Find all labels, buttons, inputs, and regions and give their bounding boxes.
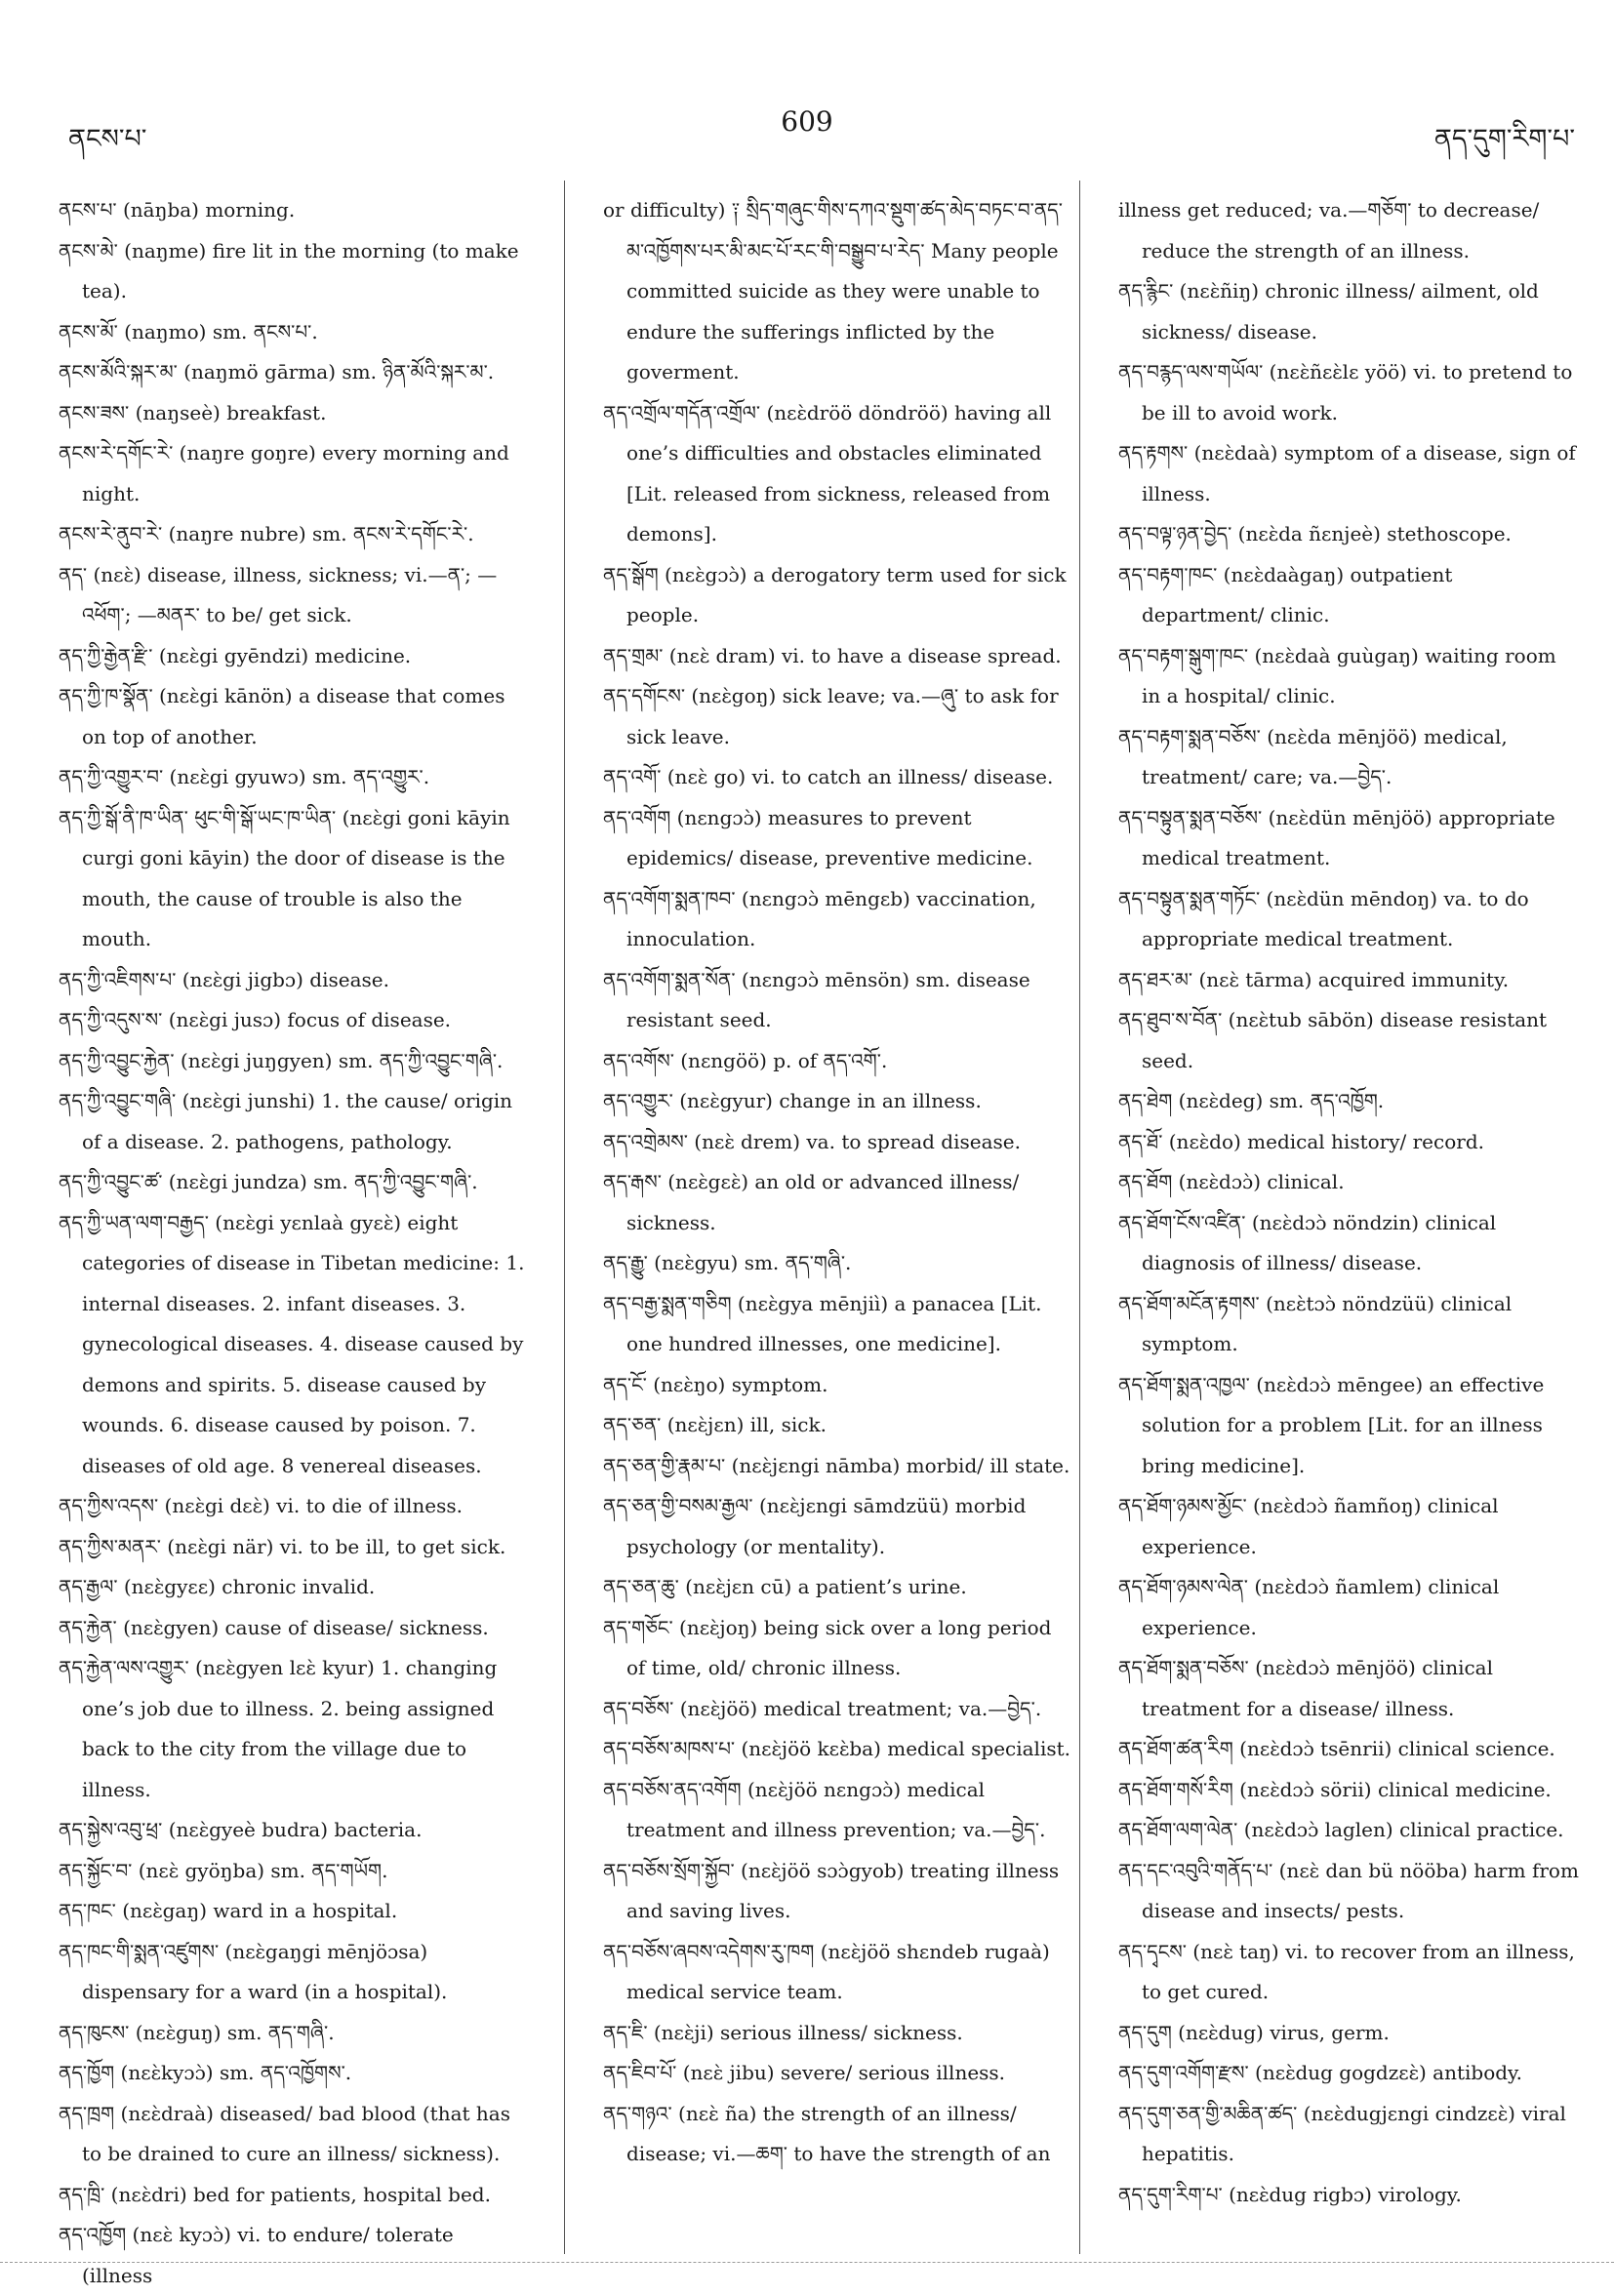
dictionary-entry: ནད་དུག་རིག་པ་ (nɛɛ̀dug rigbɔ) virology.: [1118, 2182, 1462, 2206]
running-head-left: ནངས་པ་: [68, 124, 147, 154]
dictionary-entry: ནད་ཐོག་གསོ་རིག (nɛɛ̀dɔɔ̀ sörii) clinical medicine.: [1118, 1777, 1552, 1801]
dictionary-entry: ནད་བཅོས་ནད་འགོག (nɛɛ̀jöö nɛngɔɔ̀) medical treatment and illness prevention; va.—བྱེད་.: [603, 1777, 1046, 1841]
dictionary-entry: ནད་དུག་ཅན་གྱི་མཆིན་ཚད་ (nɛɛ̀dugjɛngi cindzɛɛ̀) viral hepatitis.: [1118, 2101, 1566, 2165]
dictionary-entry: ནད་ཐར་མ་ (nɛɛ̀ tārma) acquired immunity.: [1118, 967, 1510, 991]
dictionary-entry: ནད་དགོངས་ (nɛɛ̀goŋ) sick leave; va.—ཞུ་ to ask for sick leave.: [603, 684, 1059, 748]
dictionary-entry: ནད་བལྟ་ཉན་བྱེད་ (nɛɛ̀da ñɛnjeè) stethoscope.: [1118, 522, 1512, 545]
dictionary-entry: ནད་འགྲོལ་གདོན་འགྲོལ་ (nɛɛ̀dröö döndröö) having all one’s difficulties and obstacles eliminated [Lit. released from sickness, released from demons].: [603, 400, 1052, 545]
dictionary-entry: ནད་ཐོག་ཉམས་མྱོང་ (nɛɛ̀dɔɔ̀ ñamñoŋ) clinical experience.: [1118, 1494, 1499, 1558]
dictionary-entry: ནད་དྭངས་ (nɛɛ̀ taŋ) vi. to recover from an illness, to get cured.: [1118, 1939, 1575, 2003]
dictionary-entry: ནད་ཐོག་ལག་ལེན་ (nɛɛ̀dɔɔ̀ laglen) clinical practice.: [1118, 1818, 1564, 1841]
dictionary-entry: ནད་དང་འབུའི་གནོད་པ་ (nɛɛ̀ dan bü nööba) harm from disease and insects/ pests.: [1118, 1858, 1579, 1922]
dictionary-entry: ནངས་མོའི་སྐར་མ་ (naŋmö gārma) sm. ཉིན་མོའི་སྐར་མ་.: [59, 360, 495, 383]
dictionary-entry: ནད་ཐོ་ (nɛɛ̀do) medical history/ record.: [1118, 1129, 1484, 1153]
running-head-right: ནད་དུག་རིག་པ་: [1433, 124, 1575, 154]
dictionary-entry: ནད་ཐུབ་ས་བོན་ (nɛɛ̀tub sābön) disease resistant seed.: [1118, 1008, 1548, 1072]
column-3: [1118, 190, 1581, 2215]
dictionary-entry: ནད་ཁང་ (nɛɛ̀gaŋ) ward in a hospital.: [59, 1899, 398, 1922]
dictionary-entry: ནད་བརྟག་སྒུག་ཁང་ (nɛɛ̀daà guùgaŋ) waiting room in a hospital/ clinic.: [1118, 643, 1556, 707]
dictionary-entry: ནད་ཀྱི་འདུས་ས་ (nɛɛ̀gi jusɔ) focus of disease.: [59, 1008, 452, 1031]
dictionary-entry: ནངས་མེ་ (naŋme) fire lit in the morning (to make tea).: [59, 238, 519, 302]
dictionary-entry: ནད་བཅོས་སྲོག་སྐྱོབ་ (nɛɛ̀jöö sɔɔ̀gyob) treating illness and saving lives.: [603, 1858, 1060, 1922]
dictionary-entry: ནད་ཇི་ (nɛɛ̀ji) serious illness/ sickness.: [603, 2020, 963, 2044]
dictionary-entry: ནད་ཐོག་སྨན་བཅོས་ (nɛɛ̀dɔɔ̀ mēnjöö) clinical treatment for a disease/ illness.: [1118, 1656, 1494, 1720]
dictionary-entry: ནངས་ཟས་ (naŋseè) breakfast.: [59, 400, 327, 424]
dictionary-entry: ནད་ཁྲག (nɛɛ̀draà) diseased/ bad blood (that has to be drained to cure an illness/ sickness).: [59, 2101, 510, 2165]
dictionary-entry: ནད་ཐེག (nɛɛ̀deg) sm. ནད་འཁྱོག.: [1118, 1089, 1385, 1112]
dictionary-entry: ནད་བརྙད་ལས་གཡོལ་ (nɛɛ̀ñɛɛ̀lɛ yöö) vi. to pretend to be ill to avoid work.: [1118, 360, 1573, 424]
dictionary-entry: ནངས་རེ་དགོང་རེ་ (naŋre goŋre) every morning and night.: [59, 441, 509, 505]
dictionary-entry: ནད་འགོག (nɛngɔɔ̀) measures to prevent epidemics/ disease, preventive medicine.: [603, 805, 1033, 869]
dictionary-entry: ནད་རྙིང་ (nɛɛ̀ñiŋ) chronic illness/ ailment, old sickness/ disease.: [1118, 279, 1539, 343]
dictionary-entry: ནད་ཁྱོག (nɛɛ̀kyɔɔ̀) sm. ནད་འཁྱོགས་.: [59, 2061, 352, 2084]
dictionary-entry: ནད་ཁྲི་ (nɛɛ̀dri) bed for patients, hospital bed.: [59, 2182, 491, 2206]
dictionary-entry: ནད་དུག (nɛɛ̀dug) virus, germ.: [1118, 2020, 1390, 2044]
dictionary-entry: ནད་བསྟུན་སྨན་བཅོས་ (nɛɛ̀dün mēnjöö) appropriate medical treatment.: [1118, 805, 1555, 869]
dictionary-entry: ནད་ཀྱིས་འདས་ (nɛɛ̀gi dɛɛ̀) vi. to die of illness.: [59, 1494, 464, 1517]
dictionary-entry: ནད་འགོག་སྨན་ཁབ་ (nɛngɔɔ̀ mēngɛb) vaccination, innoculation.: [603, 886, 1036, 950]
dictionary-entry: ནད་རྐྱེན་ལས་འགྱུར་ (nɛɛ̀gyen lɛɛ̀ kyur) 1. changing one’s job due to illness. 2. being assigned back to the city from the village due to illness.: [59, 1656, 498, 1801]
dictionary-entry: ནངས་མོ་ (naŋmo) sm. ནངས་པ་.: [59, 319, 318, 343]
dictionary-entry: ནད་འགོག་སྨན་སོན་ (nɛngɔɔ̀ mēnsön) sm. disease resistant seed.: [603, 967, 1030, 1031]
dictionary-entry: ནད་གཉའ་ (nɛɛ̀ ña) the strength of an illness/ disease; vi.—ཆག་ to have the strength of an: [603, 2101, 1051, 2165]
dictionary-entry: ནད་ཅན་གྱི་རྣམ་པ་ (nɛɛ̀jɛngi nāmba) morbid/ ill state.: [603, 1453, 1070, 1477]
dictionary-entry: or difficulty) ༑ སྲིད་གཞུང་གིས་དཀའ་སྡུག་ཚད་མེད་བཏང་བ་ནད་མ་འཁྱོགས་པར་མི་མང་པོ་རང་གི་བསྒྱུབ་པ་རེད་ Many people committed suicide as they were unable to endure the sufferings inflicted by the goverment.: [603, 198, 1063, 383]
dictionary-entry: ནད་བརྟག་ཁང་ (nɛɛ̀daàgaŋ) outpatient department/ clinic.: [1118, 562, 1453, 626]
dictionary-entry: ནད་བཅོས་ཞབས་འདེགས་རུ་ཁག (nɛɛ̀jöö shɛndeb rugaà) medical service team.: [603, 1939, 1050, 2003]
dictionary-entry: ནད་དུག་འགོག་རྫས་ (nɛɛ̀dug gogdzɛɛ̀) antibody.: [1118, 2061, 1523, 2084]
dictionary-entry: ནངས་པ་ (nāŋba) morning.: [59, 198, 296, 222]
dictionary-entry: ནད་སྒོག (nɛɛ̀gɔɔ̀) a derogatory term used for sick people.: [603, 562, 1067, 626]
dictionary-entry: ནད་ངོ་ (nɛɛ̀ŋo) symptom.: [603, 1372, 828, 1396]
dictionary-entry: ནད་འགོས་ (nɛngöö) p. of ནད་འགོ་.: [603, 1048, 888, 1072]
dictionary-entry: ནད་རྐྱེན་ (nɛɛ̀gyen) cause of disease/ sickness.: [59, 1615, 489, 1639]
dictionary-entry: illness get reduced; va.—གཅོག་ to decrease/ reduce the strength of an illness.: [1118, 198, 1540, 262]
dictionary-entry: ནད་ཁུངས་ (nɛɛ̀guŋ) sm. ནད་གཞི་.: [59, 2020, 335, 2044]
dictionary-entry: ནད་འགོ་ (nɛɛ̀ go) vi. to catch an illness/ disease.: [603, 765, 1054, 788]
dictionary-entry: ནད་ཀྱི་འཇིགས་པ་ (nɛɛ̀gi jigbɔ) disease.: [59, 967, 389, 991]
dictionary-entry: ནད་ཀྱིས་མནར་ (nɛɛ̀gi när) vi. to be ill, to get sick.: [59, 1534, 506, 1558]
dictionary-entry: ནད་འཁྱོག (nɛɛ̀ kyɔɔ̀) vi. to endure/ tolerate (illness: [59, 2223, 454, 2287]
dictionary-entry: ནད་ཅན་ (nɛɛ̀jɛn) ill, sick.: [603, 1413, 827, 1436]
dictionary-entry: ནད་ཐོག་སྨན་འཁྱལ་ (nɛɛ̀dɔɔ̀ mēngee) an effective solution for a problem [Lit. for an illness bring medicine].: [1118, 1372, 1545, 1477]
dictionary-entry: ནངས་རེ་ནུབ་རེ་ (naŋre nubre) sm. ནངས་རེ་དགོང་རེ་.: [59, 522, 474, 545]
dictionary-entry: ནད་ཀྱི་ཁ་སྣོན་ (nɛɛ̀gi kānön) a disease that comes on top of another.: [59, 684, 505, 748]
dictionary-entry: ནད་ཀྱི་རྒྱེན་རྫི་ (nɛɛ̀gi gyēndzi) medicine.: [59, 643, 412, 667]
dictionary-entry: ནད་ཀྱི་འབྱུང་གཞི་ (nɛɛ̀gi junshi) 1. the cause/ origin of a disease. 2. pathogens, pathology.: [59, 1089, 513, 1153]
dictionary-entry: ནད་རྟགས་ (nɛɛ̀daà) symptom of a disease, sign of illness.: [1118, 441, 1576, 505]
dictionary-entry: ནད་བསྟུན་སྨན་གཏོང་ (nɛɛ̀dün mēndoŋ) va. to do appropriate medical treatment.: [1118, 886, 1529, 950]
dictionary-entry: ནད་ཐོག་མངོན་རྟགས་ (nɛɛ̀tɔɔ̀ nöndzüü) clinical symptom.: [1118, 1291, 1513, 1355]
column-2: [603, 190, 1071, 2175]
page-number: 609: [781, 105, 833, 138]
dictionary-entry: ནད་ཅན་ཆུ་ (nɛɛ̀jɛn cū) a patient’s urine.: [603, 1575, 967, 1598]
dictionary-entry: ནད་ཀྱི་འགྱུར་བ་ (nɛɛ̀gi gyuwɔ) sm. ནད་འགྱུར་.: [59, 765, 430, 788]
column-1: [59, 190, 527, 2296]
dictionary-entry: ནད་རྒྱལ་ (nɛɛ̀gyɛɛ) chronic invalid.: [59, 1575, 376, 1598]
dictionary-entry: ནད་འགྲེམས་ (nɛɛ̀ drem) va. to spread disease.: [603, 1129, 1021, 1153]
dictionary-entry: ནད་ཐོག་ཚན་རིག (nɛɛ̀dɔɔ̀ tsēnrii) clinical science.: [1118, 1737, 1555, 1760]
dictionary-entry: ནད་སྐྱེས་འབུ་ཕྲ་ (nɛɛ̀gyeè budra) bacteria.: [59, 1818, 423, 1841]
dictionary-entry: ནད་ཐོག་ཉམས་ལེན་ (nɛɛ̀dɔɔ̀ ñamlem) clinical experience.: [1118, 1575, 1500, 1639]
dictionary-entry: ནད་རྒས་ (nɛɛ̀gɛɛ̀) an old or advanced illness/ sickness.: [603, 1170, 1020, 1234]
dictionary-entry: ནད་བརྒྱ་སྨན་གཅིག (nɛɛ̀gya mēnjiì) a panacea [Lit. one hundred illnesses, one medicine].: [603, 1291, 1042, 1355]
column-divider-2: [1079, 181, 1080, 2254]
dictionary-entry: ནད་ཀྱི་འབྱུང་ཚ་ (nɛɛ̀gi jundza) sm. ནད་ཀྱི་འབྱུང་གཞི་.: [59, 1170, 478, 1193]
dictionary-entry: ནད་བཅོས་མཁས་པ་ (nɛɛ̀jöö kɛɛ̀ba) medical specialist.: [603, 1737, 1071, 1760]
dictionary-entry: ནད་བཅོས་ (nɛɛ̀jöö) medical treatment; va.—བྱེད་.: [603, 1696, 1042, 1720]
dictionary-entry: ནད་ཇིབ་པོ་ (nɛɛ̀ jibu) severe/ serious illness.: [603, 2061, 1006, 2084]
dictionary-entry: ནད་ཅན་གྱི་བསམ་རྒྱལ་ (nɛɛ̀jɛngi sāmdzüü) morbid psychology (or mentality).: [603, 1494, 1027, 1558]
dictionary-entry: ནད་ཀྱི་འབྱུང་རྐྱེན་ (nɛɛ̀gi juŋgyen) sm. ནད་ཀྱི་འབྱུང་གཞི་.: [59, 1048, 504, 1072]
column-divider-1: [564, 181, 565, 2254]
dictionary-entry: ནད་ཐོག (nɛɛ̀dɔɔ̀) clinical.: [1118, 1170, 1345, 1193]
dictionary-entry: ནད་ཐོག་ངོས་འཛིན་ (nɛɛ̀dɔɔ̀ nöndzin) clinical diagnosis of illness/ disease.: [1118, 1210, 1497, 1274]
dictionary-entry: ནད་བརྟག་སྨན་བཅོས་ (nɛɛ̀da mēnjöö) medical, treatment/ care; va.—བྱེད་.: [1118, 724, 1508, 788]
dictionary-entry: ནད་གྲམ་ (nɛɛ̀ dram) vi. to have a disease spread.: [603, 643, 1062, 667]
dictionary-entry: ནད་གཅོང་ (nɛɛ̀joŋ) being sick over a long period of time, old/ chronic illness.: [603, 1615, 1052, 1679]
dictionary-entry: ནད་ཀྱི་སྒོ་ནི་ཁ་ཡིན་ ཕུང་གི་སྒོ་ཡང་ཁ་ཡིན་ (nɛɛ̀gi goni kāyin curgi goni kāyin) the door of disease is the mouth, the cause of trouble is also the mouth.: [59, 805, 510, 950]
dictionary-entry: ནད་ (nɛɛ̀) disease, illness, sickness; vi.—ན་; —འཕོག་; —མནར་ to be/ get sick.: [59, 562, 498, 626]
dictionary-entry: ནད་ཀྱི་ཡན་ལག་བརྒྱད་ (nɛɛ̀gi yɛnlaà gyɛɛ̀) eight categories of disease in Tibetan medicine: 1. internal diseases. 2. infant diseases. 3. gynecological diseases. 4. disease caused by demons and spirits. 5. disease caused by wounds. 6. disease caused by poison. 7. diseases of old age. 8 venereal diseases.: [59, 1210, 525, 1477]
dictionary-entry: ནད་འགྱུར་ (nɛɛ̀gyur) change in an illness.: [603, 1089, 982, 1112]
bottom-border: [0, 2262, 1614, 2263]
dictionary-entry: ནད་ཁང་གི་སྨན་འཛུགས་ (nɛɛ̀gaŋgi mēnjöɔsa) dispensary for a ward (in a hospital).: [59, 1939, 448, 2003]
dictionary-entry: ནད་རྒྱུ་ (nɛɛ̀gyu) sm. ནད་གཞི་.: [603, 1251, 852, 1274]
dictionary-entry: ནད་སྐྱོང་བ་ (nɛɛ̀ gyöŋba) sm. ནད་གཡོག.: [59, 1858, 388, 1882]
